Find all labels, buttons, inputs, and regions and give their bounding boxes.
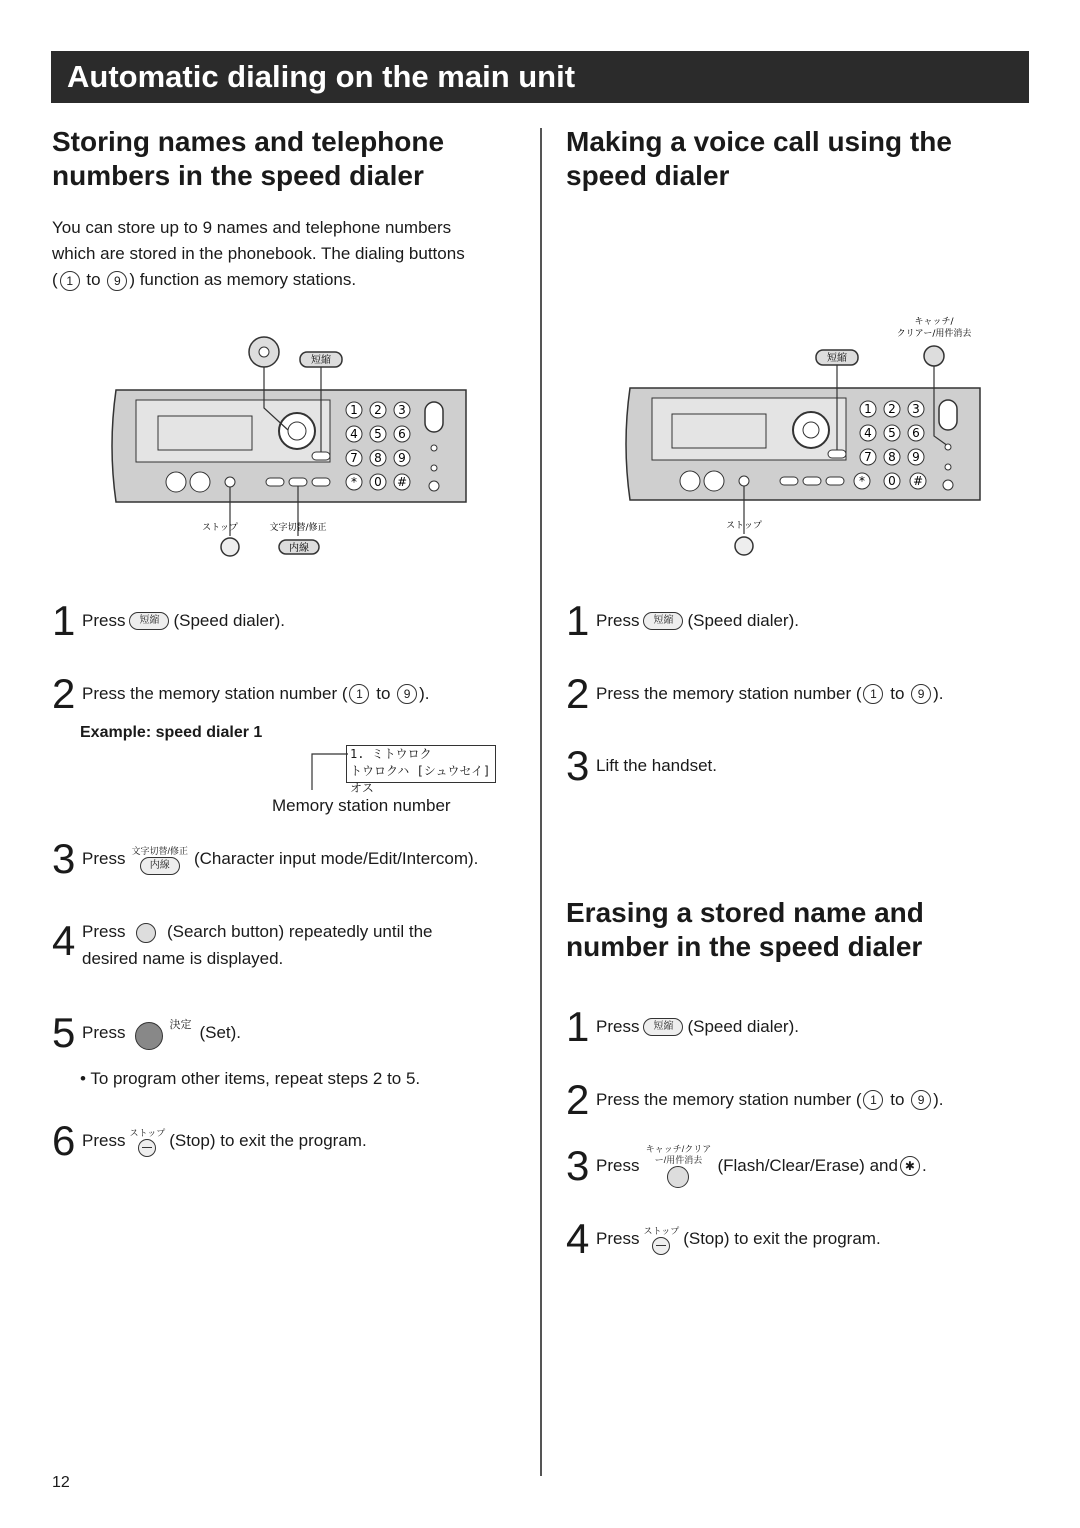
speed-dial-button-icon: 短縮 [643,1018,683,1036]
svg-text:9: 9 [398,451,406,465]
speed-btn-text: 短縮 [827,353,847,364]
svg-text:6: 6 [912,426,920,440]
navigator-icon [249,337,279,367]
step-press: Press [82,922,126,941]
erase-step-4 [566,1215,881,1262]
svg-text:8: 8 [888,450,896,464]
step-text: Press the memory station number ( [596,1090,862,1109]
step-number: 3 [566,742,590,789]
step-number: 1 [566,597,590,644]
left-column [52,125,512,293]
intercom-button-icon: 文字切替/修正 内線 [131,844,188,875]
step-text: (Flash/Clear/Erase) and [717,1156,898,1175]
svg-text:2: 2 [888,402,896,416]
erase-step-1 [566,1003,799,1050]
step-text: Press the memory station number ( [596,684,862,703]
step-press: Press [596,1229,640,1248]
stop-button-icon [735,537,753,555]
fax-unit-diagram-left [108,330,478,560]
fax-unit-diagram-right [622,312,992,562]
search-button-icon [136,923,156,943]
step-number: 2 [566,670,590,717]
banner-title: Automatic dialing on the main unit [67,59,576,94]
svg-text:#: # [912,474,924,488]
section-banner [51,51,1029,103]
step-press: Press [82,611,126,630]
column-divider [540,128,542,1476]
step-press: Press [82,1131,126,1150]
speed-dial-button-icon: 短縮 [643,612,683,630]
lcd-leader-line [310,752,350,792]
step-text: Press the memory station number ( [82,684,348,703]
nav-center [288,422,306,440]
left-heading: Storing names and telephone numbers in the speed dialer [52,126,445,191]
svg-text:0: 0 [888,474,896,488]
right-step-1 [566,597,799,644]
erase-step-3: 3 Press キャッチ/クリアー/用件消去 (Flash/Clear/Erase) and ✱ . [566,1142,927,1189]
step-text: (Stop) to exit the program. [169,1131,367,1150]
svg-text:1: 1 [864,402,872,416]
intercom-text: 内線 [289,543,309,554]
left-step-3 [52,835,479,882]
svg-text:7: 7 [350,451,358,465]
bullet-icon: • [80,1069,86,1088]
svg-text:0: 0 [374,475,382,489]
step-press: Press [82,1023,126,1042]
handset-key [425,402,443,432]
step-press: Press [596,1156,640,1175]
speed-dial-button-icon [300,352,342,367]
step-number: 2 [566,1076,590,1123]
lcd-screen [672,414,766,448]
step-text: (Speed dialer). [687,611,799,630]
stop-button-icon: ストップ [129,1126,165,1157]
step-number: 1 [566,1003,590,1050]
step-number: 4 [566,1215,590,1262]
key-9-icon: 9 [911,684,931,704]
erase-step-2: 2 Press the memory station number ( 1 to 9 ). [566,1076,944,1123]
example-label: Example: speed dialer 1 [80,724,263,741]
flash-label-1: キャッチ/ [914,317,954,327]
left-step-5 [52,1009,242,1056]
key-9-icon: 9 [107,271,127,291]
bullet-note: • To program other items, repeat steps 2 to 5. [80,1069,421,1088]
lcd-example-display [346,745,496,795]
set-button-icon: 決定 [129,1016,191,1050]
page-number: 12 [52,1474,70,1491]
left-step-4 [52,917,433,969]
key-9-icon: 9 [911,1090,931,1110]
svg-text:*: * [351,475,357,489]
stop-label: ストップ [726,521,762,531]
intro-line-2: which are stored in the phonebook. The dialing buttons [52,244,465,263]
right-column [566,125,1026,193]
step-number: 3 [566,1142,590,1189]
key-1-icon: 1 [60,271,80,291]
lcd-line-2: トウロクハ [シュウセイ]オス [350,764,491,795]
step-press: Press [82,849,126,868]
memory-caption: Memory station number [272,796,451,815]
step-number: 5 [52,1009,76,1056]
left-step-6 [52,1117,367,1164]
step-number: 2 [52,670,76,717]
step-press: Press [596,1017,640,1036]
step-text: (Stop) to exit the program. [683,1229,881,1248]
key-1-icon: 1 [863,1090,883,1110]
step-text-2: desired name is displayed. [82,948,284,968]
svg-text:7: 7 [864,450,872,464]
left-intro [52,215,512,293]
svg-text:*: * [859,474,865,488]
intro-line-1: You can store up to 9 names and telephone numbers [52,218,452,237]
svg-text:2: 2 [374,403,382,417]
flash-button-icon [924,346,944,366]
step-text: (Speed dialer). [687,1017,799,1036]
step-text: (Search button) repeatedly until the [166,922,433,941]
svg-text:6: 6 [398,427,406,441]
svg-text:3: 3 [398,403,406,417]
erase-heading: Erasing a stored name and number in the speed dialer [566,897,924,962]
key-1-icon: 1 [863,684,883,704]
left-step-2: 2 Press the memory station number ( 1 to 9 ). [52,670,430,717]
flash-button-icon: キャッチ/クリアー/用件消去 [643,1144,713,1188]
svg-text:4: 4 [864,426,872,440]
key-9-icon: 9 [397,684,417,704]
right-step-3 [566,742,717,789]
intro-to: to [86,270,101,289]
step-number: 4 [52,917,76,964]
speed-dial-button-icon: 短縮 [129,612,169,630]
svg-text:1: 1 [350,403,358,417]
stop-button-icon: ストップ [643,1224,679,1255]
star-key-icon: ✱ [900,1156,920,1176]
step-text: Lift the handset. [596,756,717,775]
char-mode-label: 文字切替/修正 [269,523,327,533]
stop-label: ストップ [202,523,238,533]
right-step-2: 2 Press the memory station number ( 1 to 9 ). [566,670,944,717]
step-text: (Set). [199,1023,242,1042]
intro-tail: ) function as memory stations. [129,270,357,289]
step-text: (Character input mode/Edit/Intercom). [193,849,479,868]
svg-text:5: 5 [888,426,896,440]
key-1-icon: 1 [349,684,369,704]
flash-label-2: クリアー/用件消去 [896,329,972,339]
speed-btn-text: 短縮 [311,355,331,366]
intro-paren-open: ( [52,270,58,289]
step-number: 3 [52,835,76,882]
svg-text:#: # [396,475,408,489]
lcd-line-1: 1. ミトウロク [350,747,432,761]
step-press: Press [596,611,640,630]
svg-text:9: 9 [912,450,920,464]
step-text: (Speed dialer). [173,611,285,630]
svg-text:5: 5 [374,427,382,441]
right-heading: Making a voice call using the speed dialer [566,126,952,191]
step-number: 1 [52,597,76,644]
step-number: 6 [52,1117,76,1164]
intro-line-3 [52,267,512,293]
svg-text:4: 4 [350,427,358,441]
svg-text:8: 8 [374,451,382,465]
lcd-screen [158,416,252,450]
stop-button-icon [221,538,239,556]
svg-text:3: 3 [912,402,920,416]
left-step-1 [52,597,285,644]
